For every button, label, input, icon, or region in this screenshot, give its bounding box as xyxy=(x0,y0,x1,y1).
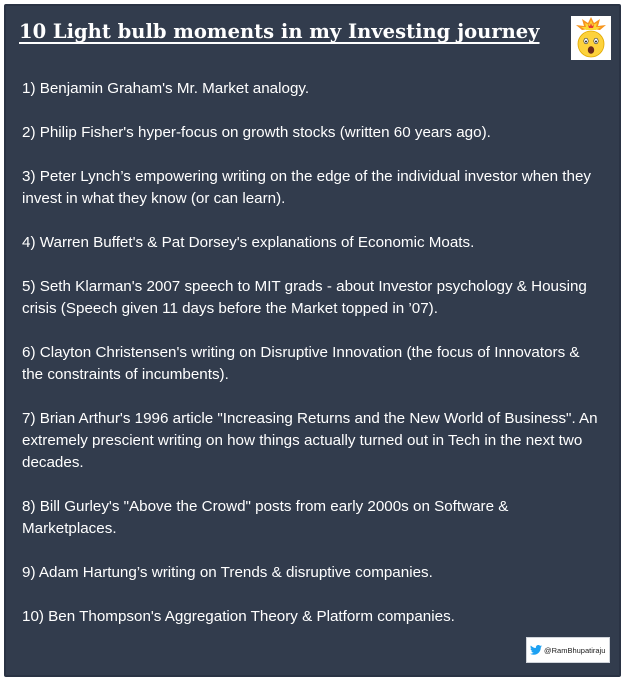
moments-list xyxy=(22,78,602,650)
list-item: 9) Adam Hartung’s writing on Trends & disruptive companies. xyxy=(22,564,433,581)
list-item: 10) Ben Thompson's Aggregation Theory & Platform companies. xyxy=(22,608,455,625)
exploding-head-icon-graphic xyxy=(571,16,611,60)
list-item: 5) Seth Klarman's 2007 speech to MIT grads - about Investor psychology & Housing crisis (Speech given 11 days before the Market topped in ’07). xyxy=(22,278,587,317)
list-item: 7) Brian Arthur's 1996 article "Increasing Returns and the New World of Business". An extremely prescient writing on how things actually turned out in Tech in the next two decades. xyxy=(22,410,598,471)
twitter-handle-text: @RamBhupatiraju xyxy=(544,645,606,655)
twitter-bird-icon xyxy=(530,645,542,655)
twitter-handle-badge[interactable] xyxy=(526,637,610,663)
list-item: 6) Clayton Christensen's writing on Disruptive Innovation (the focus of Innovators & the constraints of incumbents). xyxy=(22,344,580,383)
exploding-head-icon xyxy=(571,16,611,60)
list-item: 8) Bill Gurley's "Above the Crowd" posts from early 2000s on Software & Marketplaces. xyxy=(22,498,509,537)
list-item: 2) Philip Fisher's hyper-focus on growth stocks (written 60 years ago). xyxy=(22,124,491,141)
list-item: 1) Benjamin Graham's Mr. Market analogy. xyxy=(22,80,310,97)
list-item: 3) Peter Lynch’s empowering writing on the edge of the individual investor when they invest in what they know (or can learn). xyxy=(22,168,592,207)
content-card xyxy=(4,4,621,677)
list-item: 4) Warren Buffet's & Pat Dorsey's explanations of Economic Moats. xyxy=(22,234,475,251)
page-title: 10 Light bulb moments in my Investing journey xyxy=(19,20,540,43)
